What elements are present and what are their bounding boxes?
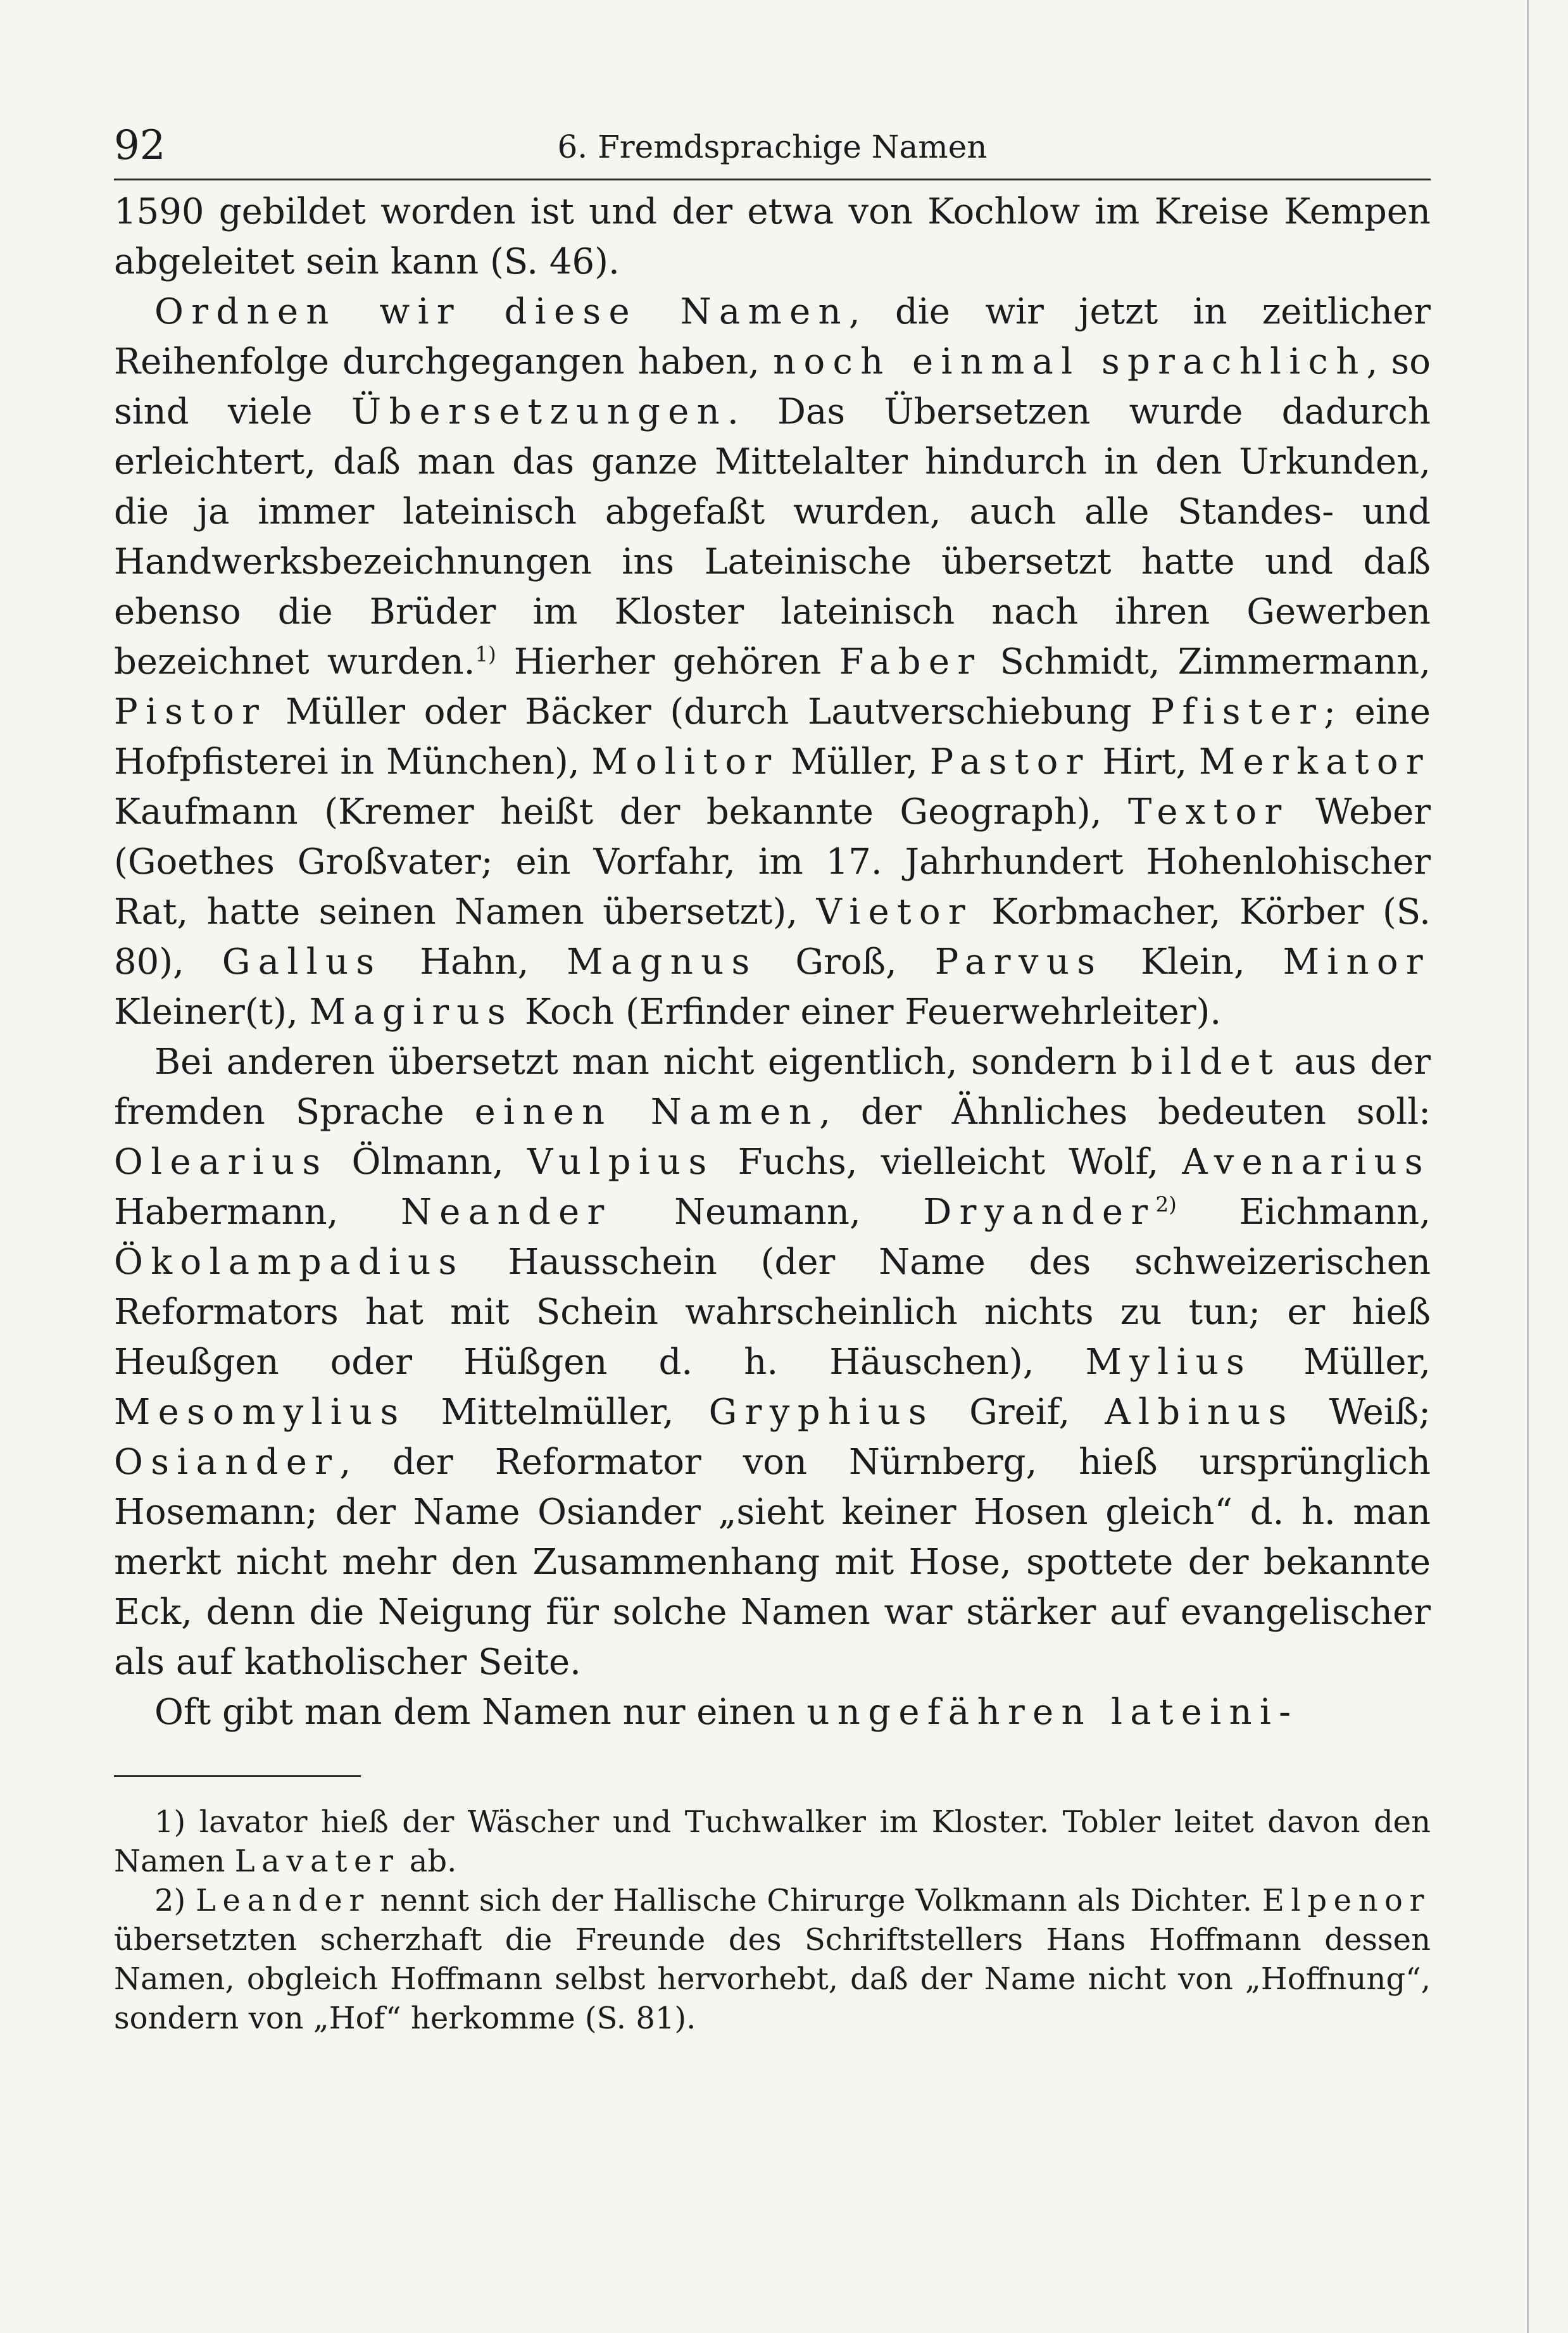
spaced-term: Übersetzungen	[351, 391, 727, 432]
text-run: Groß,	[757, 941, 935, 983]
text-run: Neumann,	[612, 1192, 924, 1233]
text-run: ; eine Hofpfisterei in München),	[114, 691, 1431, 783]
text-run: Oft gibt man dem Namen nur einen	[154, 1692, 807, 1733]
paragraph	[114, 1687, 1431, 1737]
spaced-term: Mesomylius	[114, 1392, 406, 1433]
text-run: Habermann,	[114, 1192, 401, 1233]
text-run: Ölmann,	[328, 1141, 527, 1183]
text-run: Müller,	[779, 741, 930, 783]
text-run: Hausschein (der Name des schweizerischen Reformators hat mit Schein wahrscheinlich nichts zu tun; er hieß Heußgen oder Hüßgen d. h. Häuschen),	[114, 1242, 1431, 1383]
spaced-term: bildet	[1130, 1041, 1281, 1083]
text-run: Weber (Goethes Großvater; ein Vorfahr, im 17. Jahrhundert Hohenlohischer Rat, hatte seinen Namen übersetzt),	[114, 791, 1431, 933]
spaced-term: Molitor	[591, 741, 779, 783]
page-header	[114, 120, 1431, 180]
spaced-term: einen Namen	[474, 1091, 820, 1133]
text-run: Kleiner(t),	[114, 991, 310, 1033]
book-page	[114, 120, 1431, 2038]
spaced-term: Dryander	[923, 1192, 1156, 1233]
text-run: Bei anderen übersetzt man nicht eigentlich, sondern	[154, 1041, 1131, 1083]
spaced-term: Lavater	[234, 1844, 400, 1879]
spaced-term: Magnus	[567, 941, 758, 983]
text-run: Fuchs, vielleicht Wolf,	[714, 1141, 1182, 1183]
text-run: . Das Übersetzen wurde dadurch erleichtert, daß man das ganze Mittelalter hindurch in den Urkunden, die ja immer lateinisch abgefaßt wurden, auch alle Standes- und Handwerksbezeichnungen ins Lateinische übersetzt hatte und daß ebenso die Brüder im Kloster lateinisch nach ihren Gewerben bezeichnet wurden.	[114, 391, 1431, 682]
spaced-term: Avenarius	[1182, 1141, 1431, 1183]
margin-line	[1527, 0, 1529, 2333]
spaced-term: Faber	[839, 641, 982, 682]
text-run: Schmidt, Zimmermann,	[982, 641, 1431, 682]
text-run: Eichmann,	[1176, 1192, 1431, 1233]
text-run: Mittelmüller,	[406, 1392, 709, 1433]
text-run: Hierher gehören	[496, 641, 839, 682]
text-run: Kaufmann (Kremer heißt der bekannte Geograph),	[114, 791, 1128, 833]
spaced-term: Olearius	[114, 1141, 329, 1183]
spaced-term: Ökolampadius	[114, 1242, 465, 1283]
body-text	[114, 187, 1431, 1737]
text-run: Klein,	[1103, 941, 1283, 983]
paragraph	[114, 187, 1431, 287]
text-run: Koch (Erfinder einer Feuerwehrleiter).	[513, 991, 1222, 1033]
paragraph	[114, 287, 1431, 1037]
spaced-term: Osiander	[114, 1442, 340, 1483]
spaced-term: Magirus	[309, 991, 513, 1033]
spaced-term: Parvus	[934, 941, 1103, 983]
text-run: , der Ähnliches bedeuten soll:	[819, 1091, 1431, 1133]
text-run: , so sind viele	[114, 341, 1431, 432]
spaced-term: Pistor	[114, 691, 267, 733]
spaced-term: noch einmal sprachlich	[773, 341, 1367, 382]
text-run: , die wir jetzt in zeitlicher Reihenfolge durchgegangen haben,	[114, 291, 1431, 382]
footnote-rule	[114, 1775, 361, 1777]
spaced-term: Textor	[1128, 791, 1289, 833]
text-run: Müller oder Bäcker (durch Lautverschiebung	[267, 691, 1151, 733]
text-run: 2)	[154, 1883, 196, 1918]
text-run: , der Reformator von Nürnberg, hieß ursprünglich Hosemann; der Name Osiander „sieht keiner Hosen gleich“ d. h. man merkt nicht mehr den Zusammenhang mit Hose, spottete der bekannte Eck, denn die Neigung für solche Namen war stärker auf evangelischer als auf katholischer Seite.	[114, 1442, 1431, 1683]
text-run: aus der fremden Sprache	[114, 1041, 1431, 1133]
text-run: ab.	[399, 1844, 457, 1879]
spaced-term: ungefähren lateini-	[806, 1692, 1299, 1733]
text-run: 1590 gebildet worden ist und der etwa von Kochlow im Kreise Kempen abgeleitet sein kann (S. 46).	[114, 191, 1431, 282]
spaced-term: Albinus	[1105, 1392, 1295, 1433]
spaced-term: Gryphius	[708, 1392, 934, 1433]
spaced-term: Merkator	[1198, 741, 1431, 783]
text-run: nennt sich der Hallische Chirurge Volkmann als Dichter.	[370, 1883, 1262, 1918]
spaced-term: Vulpius	[527, 1141, 715, 1183]
text-run: Weiß;	[1294, 1392, 1431, 1433]
page-number: 92	[114, 122, 166, 169]
text-run: Müller,	[1252, 1342, 1431, 1383]
footnotes	[114, 1802, 1431, 2038]
footnote	[114, 1881, 1431, 2038]
text-run: übersetzten scherzhaft die Freunde des Schriftstellers Hans Hoffmann dessen Namen, obgleich Hoffmann selbst hervorhebt, daß der Name nicht von „Hoffnung“, sondern von „Hof“ herkomme (S. 81).	[114, 1922, 1431, 2036]
footnote	[114, 1802, 1431, 1881]
spaced-term: Elpenor	[1262, 1883, 1431, 1918]
spaced-term: Leander	[196, 1883, 370, 1918]
text-run: Greif,	[934, 1392, 1105, 1433]
text-run: Korbmacher, Körber (S. 80),	[114, 891, 1431, 983]
spaced-term: Neander	[400, 1192, 612, 1233]
spaced-term: Pfister	[1150, 691, 1324, 733]
spaced-term: Ordnen wir diese Namen	[154, 291, 849, 332]
spaced-term: Vietor	[816, 891, 973, 933]
paragraph	[114, 1037, 1431, 1687]
text-run: 1) lavator hieß der Wäscher und Tuchwalker im Kloster. Tobler leitet davon den Namen	[114, 1804, 1431, 1879]
spaced-term: Gallus	[222, 941, 382, 983]
spaced-term: Mylius	[1085, 1342, 1253, 1383]
text-run: Hahn,	[382, 941, 567, 983]
spaced-term: Pastor	[929, 741, 1091, 783]
spaced-term: Minor	[1283, 941, 1431, 983]
footnote-marker: 1)	[475, 642, 496, 667]
text-run: Hirt,	[1090, 741, 1199, 783]
footnote-marker: 2)	[1155, 1192, 1177, 1217]
running-title: 6. Fremdsprachige Namen	[557, 129, 988, 165]
